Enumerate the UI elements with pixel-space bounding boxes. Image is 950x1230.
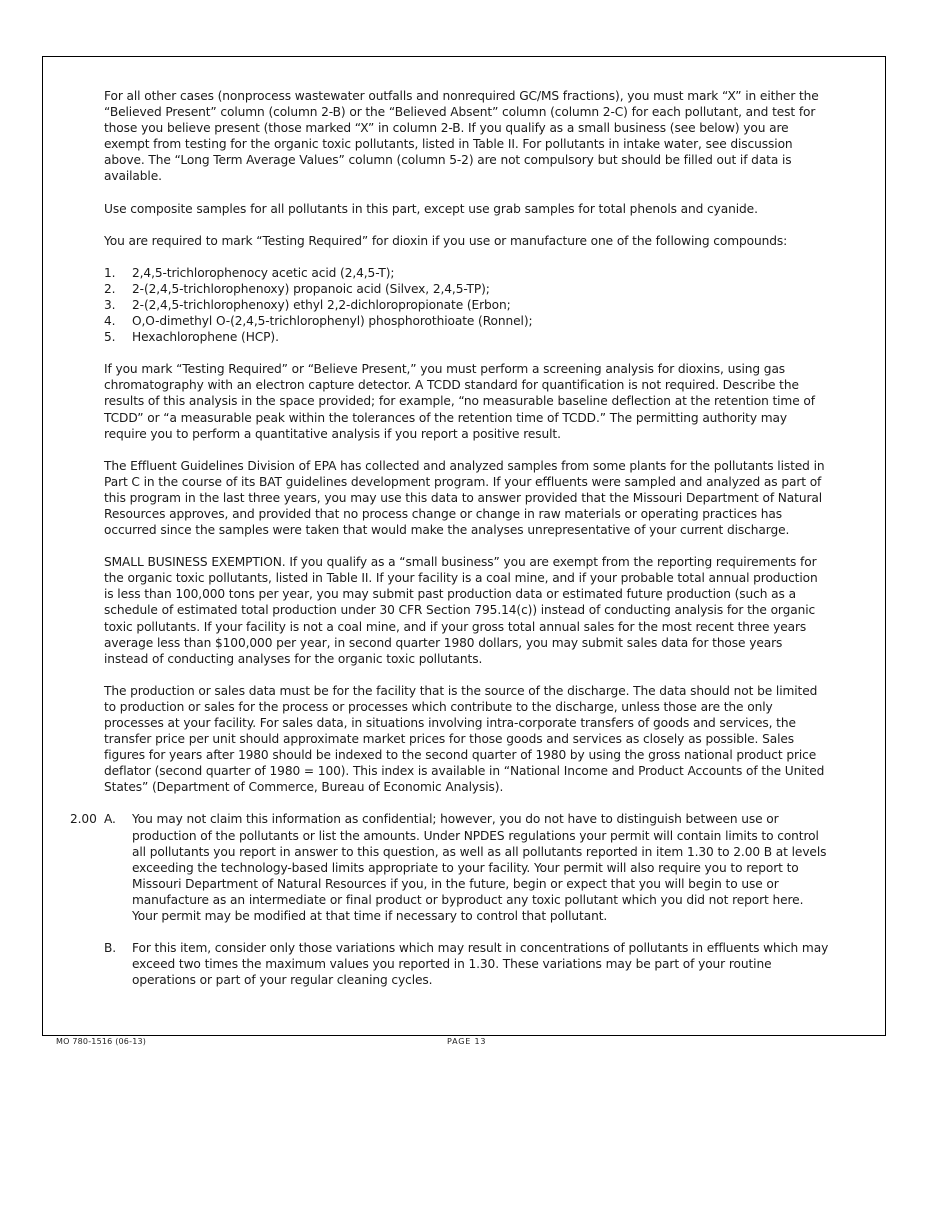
list-item: 4. O,O-dimethyl O-(2,4,5-trichlorophenyl) phosphorothioate (Ronnel);: [104, 314, 533, 329]
paragraph-small-business-exemption: SMALL BUSINESS EXEMPTION. If you qualify as a “small business” you are exempt from the reporting requirements for the organic toxic pollutants, listed in Table II. If your facility is a coal mine, and if your probable total annual production is less than 100,000 tons per year, you may submit past production data or estimated future production (such as a schedule of estimated total production under 30 CFR Section 795.14(c)) instead of conducting analysis for the organic toxic pollutants. If your facility is not a coal mine, and if your gross total annual sales for the most recent three years average less than $100,000 per year, in second quarter 1980 dollars, you may submit sales data for those years instead of conducting analyses for the organic toxic pollutants.: [104, 555, 818, 666]
paragraph-composite-samples: Use composite samples for all pollutants in this part, except use grab samples for total phenols and cyanide.: [104, 201, 758, 216]
form-number: MO 780-1516 (06-13): [56, 1037, 147, 1046]
page-number: PAGE 13: [447, 1037, 487, 1046]
list-item: 5. Hexachlorophene (HCP).: [104, 330, 279, 345]
list-item: 2. 2-(2,4,5-trichlorophenoxy) propanoic acid (Silvex, 2,4,5-TP);: [104, 281, 490, 296]
document-body: [70, 88, 830, 1004]
list-item: 1. 2,4,5-trichlorophenocy acetic acid (2,4,5-T);: [104, 265, 395, 280]
item-letter: A.: [104, 812, 116, 827]
paragraph-production-sales-data: The production or sales data must be for the facility that is the source of the discharge. The data should not be limited to production or sales for the process or processes which contribute to the discharge, unless those are the only processes at your facility. For sales data, in situations involving intra-corporate transfers of goods and services, the transfer price per unit should approximate market prices for those goods and services as closely as possible. Sales figures for years after 1980 should be indexed to the second quarter of 1980 by using the gross national product price deflator (second quarter of 1980 = 100). This index is available in “National Income and Product Accounts of the United States” (Department of Commerce, Bureau of Economic Analysis).: [104, 683, 825, 795]
paragraph-dioxin-intro: You are required to mark “Testing Required” for dioxin if you use or manufacture one of the following compounds:: [104, 233, 788, 248]
section-item-a: [70, 811, 830, 924]
section-2-00: [70, 811, 830, 988]
section-number: 2.00: [70, 812, 97, 827]
item-letter: B.: [104, 941, 117, 956]
section-item-b: [70, 940, 830, 988]
compound-list: [104, 265, 830, 345]
list-item: 3. 2-(2,4,5-trichlorophenoxy) ethyl 2,2-dichloropropionate (Erbon;: [104, 297, 511, 312]
paragraph-believed-present: For all other cases (nonprocess wastewater outfalls and nonrequired GC/MS fractions), you must mark “X” in either the “Believed Present” column (column 2-B) or the “Believed Absent” column (column 2-C) for each pollutant, and test for those you believe present (those marked “X” in column 2-B. If you qualify as a small business (see below) you are exempt from testing for the organic toxic pollutants, listed in Table II. For pollutants in intake water, see discussion above. The “Long Term Average Values” column (column 5-2) are not compulsory but should be filled out if data is available.: [104, 89, 819, 184]
paragraph-effluent-guidelines: The Effluent Guidelines Division of EPA has collected and analyzed samples from some plants for the pollutants listed in Part C in the course of its BAT guidelines development program. If your effluents were sampled and analyzed as part of this program in the last three years, you may use this data to answer provided that the Missouri Department of Natural Resources approves, and provided that no process change or change in raw materials or operating practices has occurred since the samples were taken that would make the analyses unrepresentative of your current discharge.: [104, 458, 825, 538]
item-text: You may not claim this information as confidential; however, you do not have to distinguish between use or production of the pollutants or list the amounts. Under NPDES regulations your permit will contain limits to control all pollutants you report in answer to this question, as well as all pollutants reported in item 1.30 to 2.00 B at levels exceeding the technology-based limits appropriate to your facility. Your permit will also require you to report to Missouri Department of Natural Resources if you, in the future, begin or expect that you will begin to use or manufacture as an intermediate or final product or byproduct any toxic pollutant which you did not report here. Your permit may be modified at that time if necessary to control that pollutant.: [132, 812, 827, 924]
item-text: For this item, consider only those variations which may result in concentrations of pollutants in effluents which may exceed two times the maximum values you reported in 1.30. These variations may be part of your routine operations or part of your regular cleaning cycles.: [132, 941, 829, 988]
paragraph-screening-analysis: If you mark “Testing Required” or “Believe Present,” you must perform a screening analysis for dioxins, using gas chromatography with an electron capture detector. A TCDD standard for quantification is not required. Describe the results of this analysis in the space provided; for example, “no measurable baseline deflection at the retention time of TCDD” or “a measurable peak within the tolerances of the retention time of TCDD.” The permitting authority may require you to perform a quantitative analysis if you report a positive result.: [104, 362, 815, 441]
